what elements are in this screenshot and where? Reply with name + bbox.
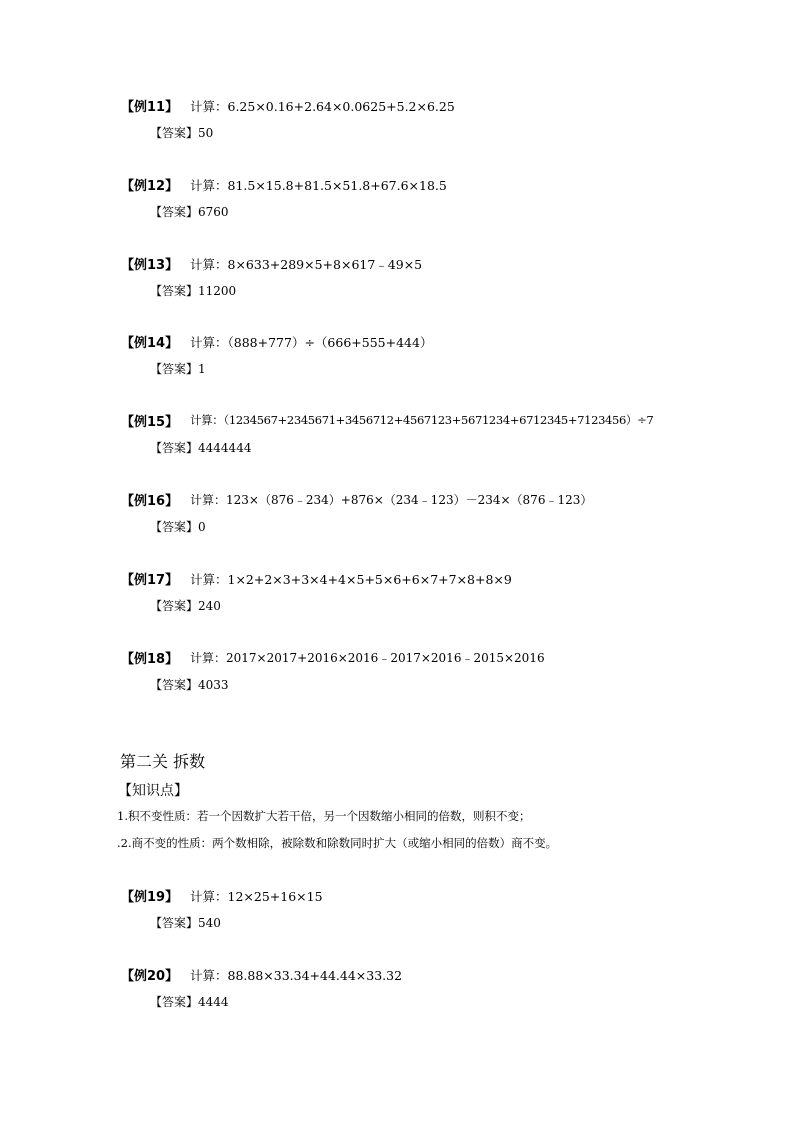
section-title: 第二关 拆数 bbox=[120, 752, 206, 771]
answer-value: 0 bbox=[198, 520, 206, 534]
example-question: 计算：8×633+289×5+8×617﹣49×5 bbox=[190, 257, 423, 272]
example-question: 计算：2017×2017+2016×2016﹣2017×2016﹣2015×2016 bbox=[190, 651, 545, 665]
answer-value: 240 bbox=[198, 599, 221, 613]
example-label: 【例12】 bbox=[121, 179, 179, 194]
example-answer bbox=[150, 518, 206, 535]
answer-tag: 【答案】 bbox=[150, 441, 199, 455]
knowledge-item: .2.商不变的性质：两个数相除，被除数和除数同时扩大（或缩小相同的倍数）商不变。 bbox=[117, 836, 558, 850]
answer-value: 4033 bbox=[198, 678, 229, 692]
example-question: 计算：81.5×15.8+81.5×51.8+67.6×18.5 bbox=[190, 178, 447, 193]
answer-tag: 【答案】 bbox=[150, 678, 199, 692]
answer-value: 1 bbox=[198, 362, 206, 376]
example-label: 【例13】 bbox=[121, 258, 179, 273]
example-answer bbox=[150, 360, 206, 377]
example-answer bbox=[150, 203, 229, 220]
example-question: 计算：6.25×0.16+2.64×0.0625+5.2×6.25 bbox=[190, 99, 455, 114]
example-question: 计算：1×2+2×3+3×4+4×5+5×6+6×7+7×8+8×9 bbox=[190, 572, 512, 587]
example-label: 【例18】 bbox=[121, 652, 179, 667]
answer-value: 4444444 bbox=[198, 441, 252, 455]
example-answer bbox=[150, 124, 213, 141]
example-label: 【例19】 bbox=[121, 890, 179, 905]
knowledge-heading: 【知识点】 bbox=[118, 783, 188, 799]
example-question: 计算：12×25+16×15 bbox=[190, 889, 323, 904]
example-label: 【例14】 bbox=[121, 336, 179, 351]
example-label: 【例15】 bbox=[121, 415, 179, 430]
answer-tag: 【答案】 bbox=[150, 205, 199, 219]
example-label: 【例16】 bbox=[121, 494, 179, 509]
example-label: 【例17】 bbox=[121, 573, 179, 588]
example-answer bbox=[150, 597, 221, 614]
answer-value: 11200 bbox=[198, 284, 237, 298]
answer-tag: 【答案】 bbox=[150, 916, 199, 930]
example-answer bbox=[150, 282, 236, 299]
example-answer bbox=[150, 993, 229, 1010]
answer-value: 540 bbox=[198, 916, 221, 930]
answer-tag: 【答案】 bbox=[150, 599, 199, 613]
example-answer bbox=[150, 676, 229, 693]
answer-tag: 【答案】 bbox=[150, 284, 199, 298]
example-question: 计算：88.88×33.34+44.44×33.32 bbox=[190, 968, 403, 983]
example-question: 计算：123×（876﹣234）+876×（234﹣123）－234×（876﹣123） bbox=[190, 493, 593, 507]
answer-value: 4444 bbox=[198, 995, 229, 1009]
example-answer bbox=[150, 439, 251, 456]
answer-value: 50 bbox=[198, 126, 214, 140]
example-label: 【例20】 bbox=[121, 969, 179, 984]
example-question: 计算：（1234567+2345671+3456712+4567123+5671234+6712345+7123456）÷7 bbox=[190, 413, 654, 427]
answer-tag: 【答案】 bbox=[150, 126, 199, 140]
example-question: 计算：（888+777）÷（666+555+444） bbox=[190, 335, 433, 350]
knowledge-item: 1.积不变性质：若一个因数扩大若干倍，另一个因数缩小相同的倍数，则积不变； bbox=[117, 809, 531, 823]
answer-value: 6760 bbox=[198, 205, 229, 219]
example-answer bbox=[150, 914, 221, 931]
example-label: 【例11】 bbox=[121, 100, 179, 115]
answer-tag: 【答案】 bbox=[150, 362, 199, 376]
answer-tag: 【答案】 bbox=[150, 995, 199, 1009]
answer-tag: 【答案】 bbox=[150, 520, 199, 534]
